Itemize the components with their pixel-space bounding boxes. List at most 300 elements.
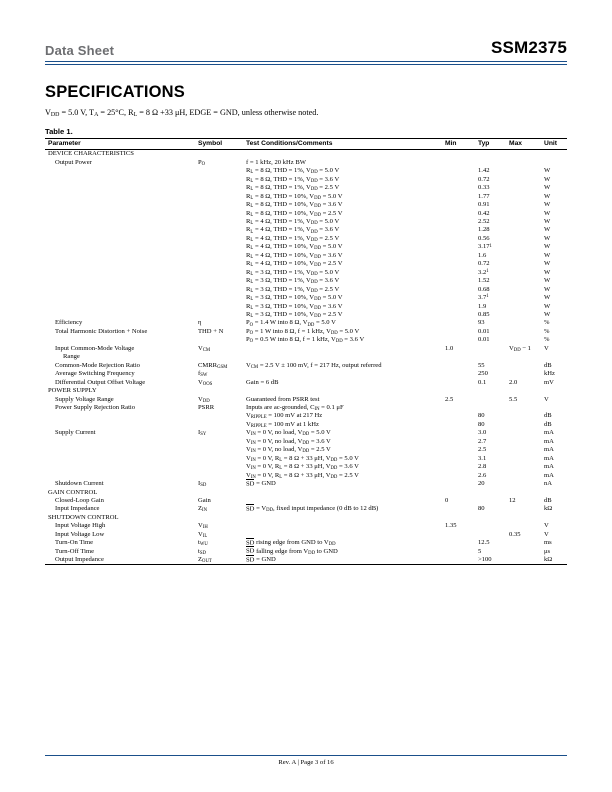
cell-unit: ms: [544, 539, 552, 547]
table-caption: Table 1.: [45, 127, 73, 137]
cell-parameter: Shutdown Current: [55, 480, 104, 488]
cell-parameter: [45, 302, 195, 310]
page-header: [45, 0, 567, 61]
cell-min: [442, 226, 475, 234]
cell-max: [506, 311, 541, 319]
cell-symbol: [195, 218, 243, 226]
cell-max: [506, 260, 541, 268]
cell-typ: [475, 395, 506, 403]
table-row: [45, 167, 567, 175]
cell-unit: W: [544, 167, 551, 175]
cell-test-condition: $R_L = 8$ Ω, THD = 10%, $V_{DD} = 5.0$ V: [246, 192, 343, 201]
table-row: [45, 235, 567, 243]
cell-min: [442, 209, 475, 217]
cell-test-condition: $R_L = 8$ Ω, THD = 1%, $V_{DD} = 5.0$ V: [246, 167, 340, 176]
cell-test-condition: $V_{IN} = 0$ V, $R_L = 8$ Ω + 33 μH, $V_{DD} = 2.5$ V: [246, 471, 359, 480]
cell-typ: [475, 522, 506, 530]
cell-min: [442, 252, 475, 260]
cell-unit: [541, 150, 567, 159]
cell-unit: W: [544, 234, 551, 242]
cell-parameter: [45, 175, 195, 183]
cell-unit: mA: [544, 463, 554, 471]
cell-parameter: [45, 167, 195, 175]
cell-test-condition: $R_L = 8$ Ω, THD = 1%, $V_{DD} = 3.6$ V: [246, 175, 340, 184]
cell-max: [506, 150, 541, 159]
cell-min: [442, 488, 475, 496]
cell-typ: 0.85: [478, 311, 490, 319]
cell-parameter: Common-Mode Rejection Ratio: [55, 361, 140, 369]
cell-max: [506, 252, 541, 260]
cell-max: [506, 353, 541, 361]
cell-unit: dB: [544, 412, 552, 420]
cell-unit: kHz: [544, 370, 555, 378]
cell-test-condition: [243, 344, 442, 352]
col-test-conditions: Test Conditions/Comments: [243, 138, 442, 149]
cell-typ: [475, 514, 506, 522]
cell-symbol: [195, 235, 243, 243]
cell-parameter: [45, 454, 195, 462]
cell-parameter: Input Impedance: [55, 505, 100, 513]
specifications-table: [45, 138, 567, 565]
page-footer: [45, 755, 567, 766]
cell-max: [506, 336, 541, 344]
table-row: [45, 353, 567, 361]
table-row: [45, 480, 567, 488]
cell-max: [506, 192, 541, 200]
cell-max: [506, 471, 541, 479]
cell-symbol: [195, 302, 243, 310]
cell-typ: [475, 530, 506, 538]
cell-max: [506, 480, 541, 488]
cell-typ: 93: [478, 319, 485, 327]
table-section-row: [45, 488, 567, 496]
cell-test-condition: $R_L = 3$ Ω, THD = 1%, $V_{DD} = 5.0$ V: [246, 268, 340, 277]
cell-max: [506, 514, 541, 522]
cell-parameter: [45, 201, 195, 209]
cell-unit: W: [544, 294, 551, 302]
cell-parameter: [45, 437, 195, 445]
cell-parameter: Turn-On Time: [55, 539, 94, 547]
cell-max: [506, 505, 541, 513]
table-row: [45, 471, 567, 479]
cell-min: [442, 539, 475, 547]
cell-symbol: $f_{SW}$: [198, 370, 208, 379]
cell-unit: W: [544, 311, 551, 319]
cell-test-condition: SD = GND: [243, 556, 442, 565]
cell-symbol: $V_{CM}$: [198, 344, 211, 353]
cell-symbol: [195, 226, 243, 234]
cell-typ: 2.6: [478, 471, 487, 479]
cell-min: [442, 175, 475, 183]
cell-max: $V_{DD} - 1$: [509, 344, 531, 353]
cell-parameter: Output Impedance: [45, 556, 195, 565]
cell-max: [506, 547, 541, 555]
cell-min: [442, 547, 475, 555]
cell-unit: W: [544, 226, 551, 234]
cell-typ: 3.1: [478, 454, 487, 462]
cell-unit: W: [544, 260, 551, 268]
cell-typ: [475, 353, 506, 361]
cell-unit: W: [544, 175, 551, 183]
cell-test-condition: $R_L = 8$ Ω, THD = 10%, $V_{DD} = 3.6$ V: [246, 201, 343, 210]
cell-unit: kΩ: [541, 556, 567, 565]
cell-symbol: [195, 268, 243, 276]
cell-max: [506, 454, 541, 462]
cell-typ: 2.8: [478, 463, 487, 471]
cell-max: [506, 319, 541, 327]
cell-typ: 250: [478, 370, 488, 378]
table-row: [45, 192, 567, 200]
cell-test-condition: Guaranteed from PSRR test: [246, 395, 320, 403]
cell-symbol: [195, 387, 243, 395]
col-typ: Typ: [475, 138, 506, 149]
table-row: [45, 277, 567, 285]
cell-typ: 0.1: [478, 378, 487, 386]
cell-test-condition: [243, 522, 442, 530]
table-header-row: [45, 138, 567, 149]
cell-unit: [541, 488, 567, 496]
cell-typ: 2.7: [478, 437, 487, 445]
cell-test-condition: $R_L = 4$ Ω, THD = 1%, $V_{DD} = 3.6$ V: [246, 226, 340, 235]
cell-unit: V: [544, 344, 549, 352]
cell-max: 12: [509, 496, 516, 504]
cell-test-condition: Inputs are ac-grounded, $C_{IN} = 0.1$ μF: [246, 404, 344, 413]
cell-symbol: [195, 514, 243, 522]
table-row: [45, 547, 567, 555]
cell-typ: 1.52: [478, 277, 490, 285]
table-row: [45, 404, 567, 412]
cell-test-condition: $R_L = 4$ Ω, THD = 10%, $V_{DD} = 2.5$ V: [246, 260, 343, 269]
table-row: [45, 184, 567, 192]
table-row: [45, 336, 567, 344]
cell-test-condition: $V_{IN} = 0$ V, no load, $V_{DD} = 5.0$ V: [246, 429, 331, 438]
cell-symbol: [195, 421, 243, 429]
cell-unit: W: [544, 251, 551, 259]
cell-max: [506, 412, 541, 420]
cell-min: [442, 446, 475, 454]
col-parameter: Parameter: [45, 138, 195, 149]
cell-typ: >100: [475, 556, 506, 565]
cell-unit: W: [544, 285, 551, 293]
cell-parameter: [45, 421, 195, 429]
cell-max: [506, 201, 541, 209]
cell-unit: mA: [544, 454, 554, 462]
cell-max: [506, 268, 541, 276]
cell-unit: W: [544, 218, 551, 226]
table-row: [45, 370, 567, 378]
header-rule-thick: [45, 61, 567, 62]
cell-parameter: Power Supply Rejection Ratio: [55, 404, 136, 411]
cell-max: [506, 328, 541, 336]
cell-max: [506, 226, 541, 234]
cell-test-condition: [243, 353, 442, 361]
cell-min: [442, 463, 475, 471]
cell-test-condition: [243, 497, 442, 505]
cell-parameter: POWER SUPPLY: [48, 387, 97, 395]
cell-min: 1.0: [445, 344, 454, 352]
cell-min: [442, 421, 475, 429]
cell-typ: [475, 497, 506, 505]
cell-unit: %: [544, 336, 550, 344]
cell-min: [442, 150, 475, 159]
cell-parameter: [45, 446, 195, 454]
table-row: [45, 260, 567, 268]
cell-min: [442, 159, 475, 167]
cell-test-condition: $R_L = 8$ Ω, THD = 1%, $V_{DD} = 2.5$ V: [246, 184, 340, 193]
cell-test-condition: $V_{IN} = 0$ V, $R_L = 8$ Ω + 33 μH, $V_{DD} = 5.0$ V: [246, 454, 359, 463]
table-row: [45, 294, 567, 302]
table-row: [45, 530, 567, 538]
cell-test-condition: $P_O = 1.4$ W into 8 Ω, $V_{DD} = 5.0$ V: [246, 319, 336, 328]
cell-min: [442, 167, 475, 175]
table-row: [45, 463, 567, 471]
cell-min: [442, 285, 475, 293]
cell-symbol: $V_{IL}$: [198, 530, 208, 539]
cell-test-condition: $V_{IN} = 0$ V, no load, $V_{DD} = 2.5$ V: [246, 446, 331, 455]
cell-typ: [475, 404, 506, 412]
table-row: [45, 209, 567, 217]
cell-max: [506, 235, 541, 243]
cell-symbol: [195, 184, 243, 192]
table-row: [45, 412, 567, 420]
cell-parameter: SHUTDOWN CONTROL: [48, 513, 119, 521]
cell-max: [506, 159, 541, 167]
cell-test-condition: Gain = 6 dB: [246, 378, 279, 386]
cell-max: [506, 184, 541, 192]
cell-test-condition: $V_{IN} = 0$ V, $R_L = 8$ Ω + 33 μH, $V_{DD} = 3.6$ V: [246, 463, 359, 472]
cell-test-condition: SD = $V_{DD}$, fixed input impedance (0 dB to 12 dB): [246, 505, 379, 514]
cell-max: [506, 361, 541, 369]
table-row: [45, 218, 567, 226]
cell-max: [506, 370, 541, 378]
table-row: [45, 378, 567, 386]
cell-unit: W: [544, 243, 551, 251]
cell-unit: mA: [544, 437, 554, 445]
cell-parameter: [45, 336, 195, 344]
cell-parameter: [45, 412, 195, 420]
cell-min: [442, 404, 475, 412]
cell-max: [506, 285, 541, 293]
table-row: [45, 421, 567, 429]
cell-parameter: Input Voltage High: [55, 522, 106, 530]
table-row: [45, 319, 567, 327]
cell-test-condition: SD = GND: [246, 480, 276, 488]
table-row: [45, 454, 567, 462]
cell-unit: [541, 353, 567, 361]
cell-unit: dB: [544, 496, 552, 504]
cell-symbol: η: [198, 319, 202, 327]
cell-test-condition: $P_O = 0.5$ W into 8 Ω, f = 1 kHz, $V_{DD} = 3.6$ V: [246, 336, 365, 345]
cell-test-condition: $V_{RIPPLE} = 100$ mV at 217 Hz: [246, 412, 323, 421]
cell-parameter: [45, 226, 195, 234]
cell-min: [442, 328, 475, 336]
cell-min: [442, 277, 475, 285]
cell-min: [442, 302, 475, 310]
cell-symbol: $I_{SD}$: [198, 480, 207, 489]
cell-test-condition: $R_L = 3$ Ω, THD = 10%, $V_{DD} = 3.6$ V: [246, 302, 343, 311]
cell-unit: W: [544, 201, 551, 209]
cell-parameter: [45, 243, 195, 251]
cell-symbol: $V_{IH}$: [198, 522, 208, 531]
cell-symbol: [195, 243, 243, 251]
cell-min: [442, 514, 475, 522]
cell-max: [506, 387, 541, 395]
cell-test-condition: $R_L = 8$ Ω, THD = 10%, $V_{DD} = 2.5$ V: [246, 209, 343, 218]
cell-symbol: [195, 150, 243, 159]
cell-typ: 2.52: [478, 218, 490, 226]
cell-test-condition: $R_L = 4$ Ω, THD = 1%, $V_{DD} = 2.5$ V: [246, 234, 340, 243]
cell-parameter: Differential Output Offset Voltage: [55, 378, 146, 386]
cell-parameter: [45, 311, 195, 319]
cell-parameter: Closed-Loop Gain: [55, 496, 104, 504]
cell-parameter: [45, 209, 195, 217]
table-row: [45, 268, 567, 276]
cell-min: [442, 319, 475, 327]
cell-symbol: $t_{WU}$: [198, 539, 208, 548]
cell-unit: μs: [544, 547, 551, 555]
cell-symbol: $Z_{IN}$: [198, 505, 208, 514]
cell-test-condition: $R_L = 4$ Ω, THD = 1%, $V_{DD} = 5.0$ V: [246, 218, 340, 227]
cell-unit: [541, 514, 567, 522]
cell-max: 5.5: [509, 395, 518, 403]
cell-max: [506, 209, 541, 217]
cell-min: [442, 336, 475, 344]
cell-typ: 80: [478, 412, 485, 420]
table-row: [45, 201, 567, 209]
cell-test-condition: $R_L = 4$ Ω, THD = 10%, $V_{DD} = 5.0$ V: [246, 243, 343, 252]
cell-unit: V: [544, 530, 549, 538]
cell-max: 2.0: [509, 378, 518, 386]
cell-min: [442, 311, 475, 319]
table-row: [45, 556, 567, 565]
footer-rule: [45, 755, 567, 756]
cell-symbol: $V_{DD}$: [198, 395, 210, 404]
cell-symbol: $I_{SY}$: [198, 429, 207, 438]
cell-min: [442, 454, 475, 462]
cell-typ: 80: [478, 505, 485, 513]
cell-unit: mV: [544, 378, 554, 386]
cell-symbol: [195, 463, 243, 471]
cell-typ: 20: [478, 480, 485, 488]
cell-test-condition: $R_L = 3$ Ω, THD = 1%, $V_{DD} = 2.5$ V: [246, 285, 340, 294]
cell-min: [442, 370, 475, 378]
cell-min: [442, 201, 475, 209]
table-row: [45, 497, 567, 505]
cell-max: [506, 243, 541, 251]
cell-unit: W: [544, 268, 551, 276]
table-row: [45, 252, 567, 260]
cell-symbol: $V_{OOS}$: [198, 378, 213, 387]
cell-test-condition: [243, 370, 442, 378]
cell-max: [506, 446, 541, 454]
cell-unit: kΩ: [544, 505, 553, 513]
cell-min: [442, 505, 475, 513]
cell-test-condition: $V_{IN} = 0$ V, no load, $V_{DD} = 3.6$ V: [246, 437, 331, 446]
table-row: [45, 285, 567, 293]
cell-unit: V: [544, 522, 549, 530]
cell-parameter: [45, 294, 195, 302]
col-min: Min: [442, 138, 475, 149]
cell-unit: %: [544, 327, 550, 335]
cell-symbol: [195, 311, 243, 319]
cell-min: [442, 260, 475, 268]
cell-parameter: GAIN CONTROL: [48, 488, 98, 496]
table-row: [45, 344, 567, 352]
cell-test-condition: SD rising edge from GND to $V_{DD}$: [246, 539, 336, 548]
cell-parameter: Supply Voltage Range: [55, 395, 114, 403]
cell-symbol: [195, 446, 243, 454]
cell-typ: $3.2^1$: [478, 268, 489, 276]
cell-typ: 0.72: [478, 260, 490, 268]
cell-typ: 55: [478, 361, 485, 369]
cell-max: [506, 167, 541, 175]
cell-symbol: [195, 260, 243, 268]
cell-parameter: Supply Current: [55, 429, 96, 437]
cell-max: [506, 429, 541, 437]
cell-min: [442, 378, 475, 386]
table-section-row: [45, 150, 567, 159]
cell-parameter: [45, 184, 195, 192]
cell-max: [506, 421, 541, 429]
cell-min: [442, 294, 475, 302]
cell-parameter: Input Voltage Low: [55, 530, 105, 538]
cell-max: [506, 175, 541, 183]
test-conditions-note: $V_{DD} = 5.0$ V, $T_A = 25^\circ C$, $R_L = 8$ Ω +33 μH, EDGE = GND, unless otherwise noted.: [45, 108, 319, 119]
cell-parameter: Input Common-Mode Voltage: [55, 344, 135, 352]
cell-unit: W: [544, 192, 551, 200]
cell-test-condition: $V_{CM} = 2.5$ V ± 100 mV, f = 217 Hz, output referred: [246, 361, 382, 370]
cell-typ: 0.91: [478, 201, 490, 209]
cell-test-condition: $R_L = 3$ Ω, THD = 1%, $V_{DD} = 3.6$ V: [246, 277, 340, 286]
cell-symbol: [195, 252, 243, 260]
table-row: [45, 243, 567, 251]
table-row: [45, 505, 567, 513]
cell-max: [506, 302, 541, 310]
document-type-label: Data Sheet: [45, 43, 115, 58]
cell-max: [506, 294, 541, 302]
table-row: [45, 361, 567, 369]
cell-unit: mA: [544, 471, 554, 479]
cell-typ: 3.17$^1$: [478, 243, 492, 251]
cell-typ: 1.28: [478, 226, 490, 234]
cell-parameter: Total Harmonic Distortion + Noise: [55, 327, 148, 335]
cell-min: [442, 218, 475, 226]
page-title: SPECIFICATIONS: [45, 83, 186, 101]
cell-typ: 0.42: [478, 209, 490, 217]
cell-typ: 80: [478, 420, 485, 428]
cell-unit: dB: [544, 361, 552, 369]
cell-min: [442, 235, 475, 243]
cell-parameter: [45, 235, 195, 243]
cell-typ: [475, 488, 506, 496]
cell-test-condition: $R_L = 4$ Ω, THD = 10%, $V_{DD} = 3.6$ V: [246, 251, 343, 260]
cell-unit: W: [544, 302, 551, 310]
cell-parameter: [45, 260, 195, 268]
cell-min: [442, 429, 475, 437]
table-row: [45, 311, 567, 319]
cell-test-condition: [243, 488, 442, 496]
cell-parameter: [45, 285, 195, 293]
cell-parameter: Range: [63, 353, 80, 361]
table-row: [45, 175, 567, 183]
table-row: [45, 226, 567, 234]
cell-min: [442, 361, 475, 369]
col-symbol: Symbol: [195, 138, 243, 149]
cell-unit: nA: [544, 480, 553, 488]
cell-typ: 1.9: [478, 302, 487, 310]
table-row: [45, 395, 567, 403]
cell-min: [442, 184, 475, 192]
